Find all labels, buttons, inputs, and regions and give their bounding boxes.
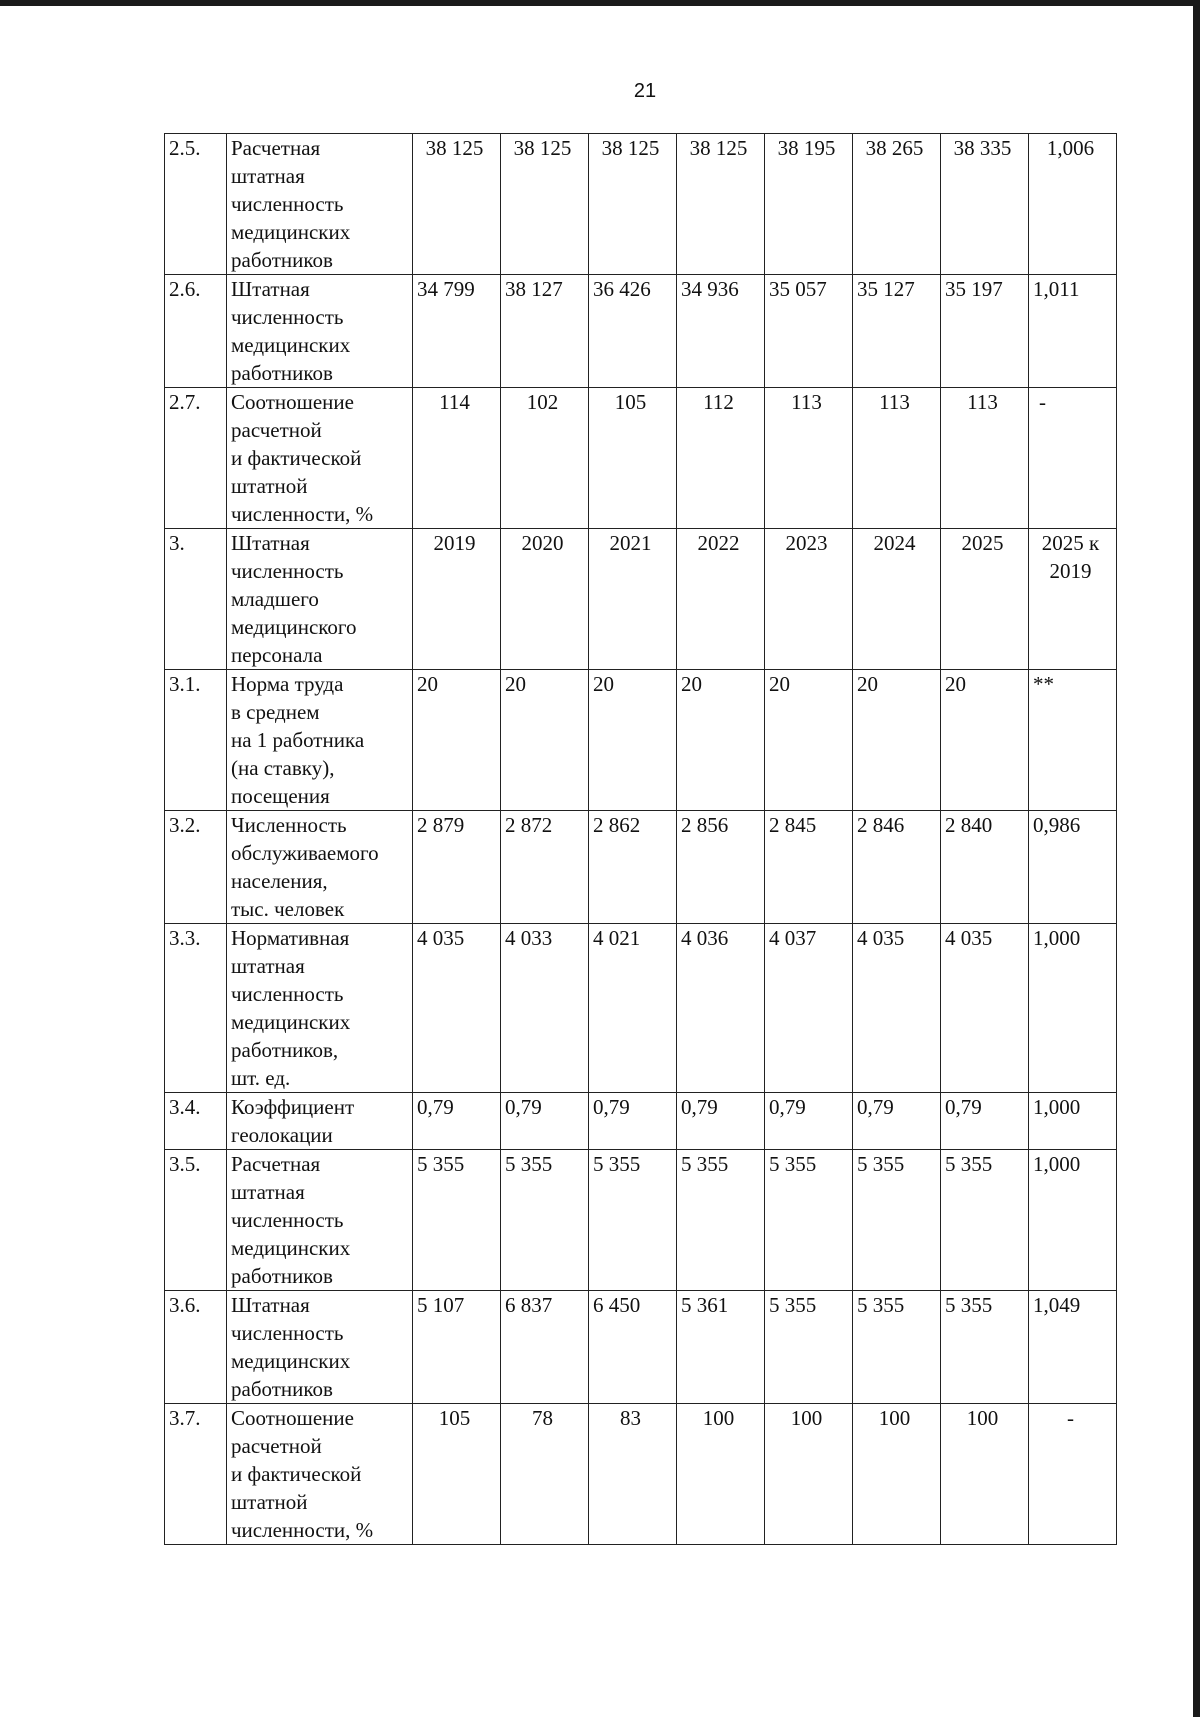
value-cell: 5 355 [853,1150,941,1291]
value-cell: 20 [677,670,765,811]
ratio-cell: - [1029,388,1117,529]
value-cell: 4 036 [677,924,765,1093]
value-cell: 6 450 [589,1291,677,1404]
staffing-table [164,133,1117,1545]
row-label: Норма труда в среднем на 1 работника (на ставку), посещения [227,670,413,811]
row-number: 2.5. [165,134,227,275]
value-cell: 100 [853,1404,941,1545]
value-cell: 0,79 [677,1093,765,1150]
table-row [165,811,1117,924]
ratio-cell: 2025 к 2019 [1029,529,1117,670]
value-cell: 113 [765,388,853,529]
value-cell: 2024 [853,529,941,670]
value-cell: 20 [413,670,501,811]
value-cell: 2 840 [941,811,1029,924]
row-number: 3.1. [165,670,227,811]
value-cell: 38 125 [501,134,589,275]
ratio-cell: 0,986 [1029,811,1117,924]
row-label: Расчетная штатная численность медицинских работников [227,134,413,275]
row-label: Штатная численность младшего медицинского персонала [227,529,413,670]
value-cell: 4 035 [413,924,501,1093]
value-cell: 114 [413,388,501,529]
row-number: 3.4. [165,1093,227,1150]
value-cell: 102 [501,388,589,529]
table-row [165,1093,1117,1150]
value-cell: 5 355 [941,1291,1029,1404]
value-cell: 4 033 [501,924,589,1093]
value-cell: 5 355 [765,1150,853,1291]
value-cell: 2 872 [501,811,589,924]
value-cell: 105 [413,1404,501,1545]
value-cell: 6 837 [501,1291,589,1404]
value-cell: 5 355 [413,1150,501,1291]
value-cell: 38 125 [589,134,677,275]
value-cell: 35 197 [941,275,1029,388]
value-cell: 0,79 [413,1093,501,1150]
table-row [165,1291,1117,1404]
ratio-cell: 1,011 [1029,275,1117,388]
value-cell: 38 195 [765,134,853,275]
value-cell: 38 127 [501,275,589,388]
value-cell: 0,79 [589,1093,677,1150]
value-cell: 35 127 [853,275,941,388]
row-number: 2.7. [165,388,227,529]
ratio-cell: - [1029,1404,1117,1545]
scan-edge-right [1193,0,1200,1717]
value-cell: 36 426 [589,275,677,388]
ratio-cell: 1,000 [1029,924,1117,1093]
value-cell: 2021 [589,529,677,670]
value-cell: 105 [589,388,677,529]
value-cell: 0,79 [765,1093,853,1150]
table-row [165,924,1117,1093]
ratio-cell: 1,006 [1029,134,1117,275]
value-cell: 112 [677,388,765,529]
row-label: Соотношение расчетной и фактической штатной численности, % [227,388,413,529]
value-cell: 100 [765,1404,853,1545]
row-number: 3.3. [165,924,227,1093]
ratio-cell: 1,049 [1029,1291,1117,1404]
value-cell: 5 355 [501,1150,589,1291]
value-cell: 4 037 [765,924,853,1093]
row-label: Численность обслуживаемого населения, тыс. человек [227,811,413,924]
value-cell: 5 107 [413,1291,501,1404]
value-cell: 0,79 [941,1093,1029,1150]
value-cell: 34 936 [677,275,765,388]
value-cell: 2 846 [853,811,941,924]
value-cell: 20 [589,670,677,811]
value-cell: 20 [501,670,589,811]
ratio-cell: 1,000 [1029,1093,1117,1150]
value-cell: 34 799 [413,275,501,388]
value-cell: 4 021 [589,924,677,1093]
value-cell: 5 355 [853,1291,941,1404]
row-label: Штатная численность медицинских работников [227,1291,413,1404]
value-cell: 2025 [941,529,1029,670]
value-cell: 38 125 [677,134,765,275]
table-row [165,529,1117,670]
table-row [165,388,1117,529]
value-cell: 20 [941,670,1029,811]
value-cell: 35 057 [765,275,853,388]
table-row [165,1404,1117,1545]
value-cell: 20 [765,670,853,811]
value-cell: 2 856 [677,811,765,924]
row-number: 3.2. [165,811,227,924]
table-row [165,134,1117,275]
value-cell: 100 [677,1404,765,1545]
value-cell: 5 355 [589,1150,677,1291]
value-cell: 83 [589,1404,677,1545]
value-cell: 2019 [413,529,501,670]
value-cell: 113 [853,388,941,529]
value-cell: 113 [941,388,1029,529]
value-cell: 78 [501,1404,589,1545]
value-cell: 0,79 [501,1093,589,1150]
value-cell: 5 355 [677,1150,765,1291]
row-label: Штатная численность медицинских работников [227,275,413,388]
value-cell: 2 845 [765,811,853,924]
value-cell: 2023 [765,529,853,670]
row-number: 3.7. [165,1404,227,1545]
row-label: Коэффициент геолокации [227,1093,413,1150]
value-cell: 5 355 [765,1291,853,1404]
scan-edge-top [0,0,1200,6]
page-number: 21 [633,80,657,102]
row-label: Расчетная штатная численность медицинских работников [227,1150,413,1291]
row-number: 3.6. [165,1291,227,1404]
row-number: 2.6. [165,275,227,388]
ratio-cell: ** [1029,670,1117,811]
table-row [165,275,1117,388]
value-cell: 38 265 [853,134,941,275]
row-label: Нормативная штатная численность медицинских работников, шт. ед. [227,924,413,1093]
value-cell: 5 361 [677,1291,765,1404]
value-cell: 38 335 [941,134,1029,275]
value-cell: 2022 [677,529,765,670]
row-label: Соотношение расчетной и фактической штатной численности, % [227,1404,413,1545]
row-number: 3.5. [165,1150,227,1291]
value-cell: 0,79 [853,1093,941,1150]
value-cell: 2 879 [413,811,501,924]
value-cell: 5 355 [941,1150,1029,1291]
value-cell: 20 [853,670,941,811]
value-cell: 4 035 [941,924,1029,1093]
value-cell: 4 035 [853,924,941,1093]
table-row [165,670,1117,811]
row-number: 3. [165,529,227,670]
table-row [165,1150,1117,1291]
value-cell: 38 125 [413,134,501,275]
ratio-cell: 1,000 [1029,1150,1117,1291]
value-cell: 100 [941,1404,1029,1545]
value-cell: 2 862 [589,811,677,924]
value-cell: 2020 [501,529,589,670]
